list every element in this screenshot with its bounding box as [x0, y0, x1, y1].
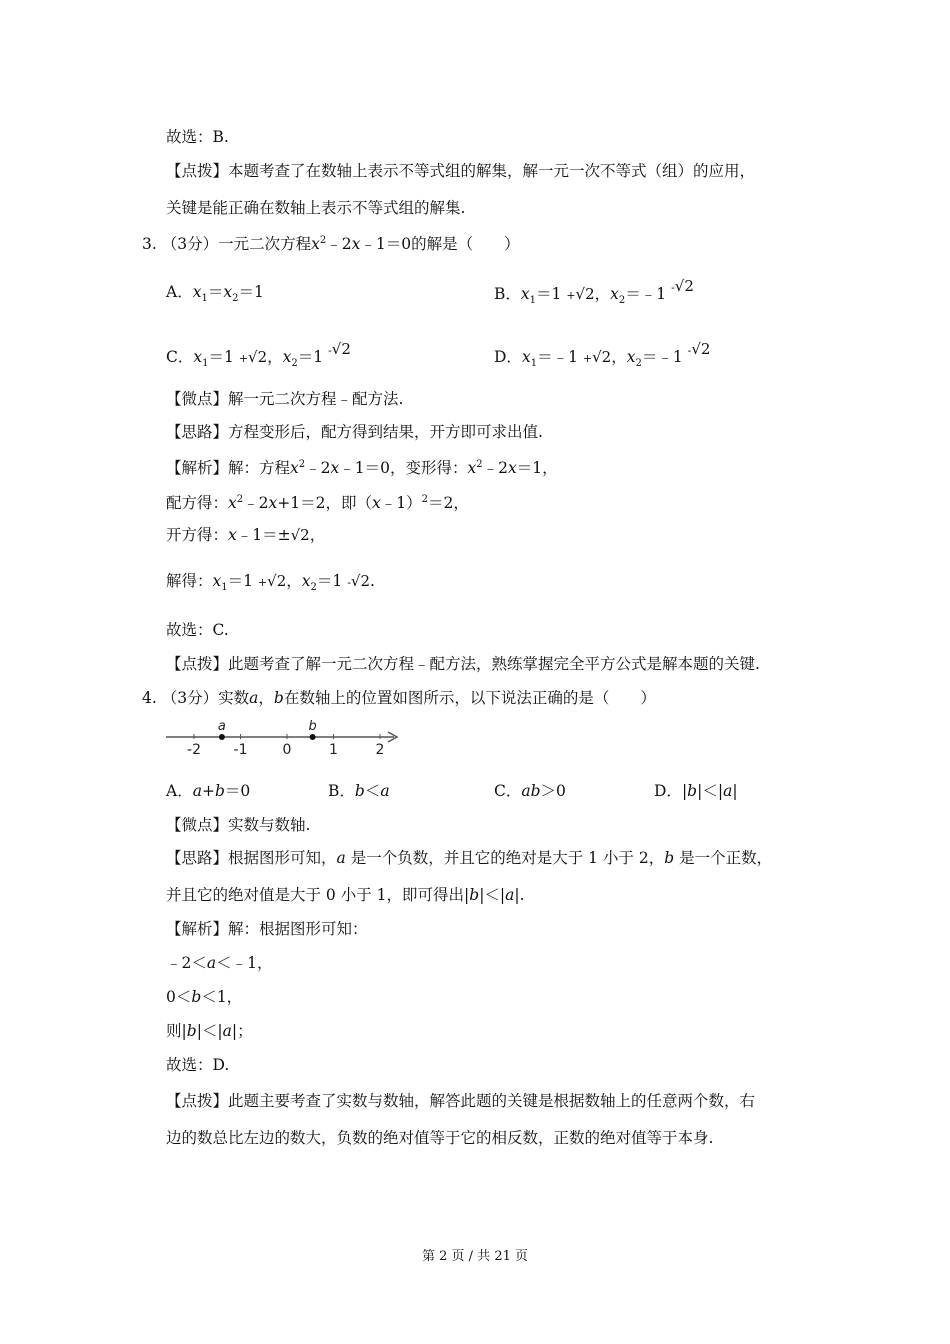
dianbo-line: 【点拨】本题考查了在数轴上表示不等式组的解集，解一元一次不等式（组）的应用， — [166, 162, 756, 180]
point-b-dot — [310, 734, 316, 740]
q4-jiexi: 【解析】解：根据图形可知： — [166, 920, 368, 938]
q4-dianbo-2: 边的数总比左边的数大，负数的绝对值等于它的相反数，正数的绝对值等于本身. — [166, 1129, 714, 1147]
q4-ineq-2: 0＜b＜1， — [166, 988, 243, 1006]
q4-ineq-1: ﹣2＜a＜﹣1， — [166, 954, 273, 972]
q4-option-d: D．|b|＜|a| — [654, 782, 738, 800]
q4-answer: 故选：D. — [166, 1056, 230, 1074]
q3-silu: 【思路】方程变形后，配方得到结果，开方即可求出值. — [166, 423, 543, 441]
number-line-tick-label: 1 — [329, 742, 338, 757]
q3-jiexi: 【解析】解：方程$x^2﹣2x﹣1=0$，变形得：$x^2﹣2x=1$， — [166, 459, 558, 478]
q4-option-c: C．ab＞0 — [494, 782, 566, 800]
q3-option-a: A．$x_1=x_2=1$ — [166, 283, 264, 305]
number-line-tick-label: -2 — [187, 742, 201, 757]
q3-dianbo: 【点拨】此题考查了解一元二次方程﹣配方法，熟练掌握完全平方公式是解本题的关键. — [166, 655, 760, 673]
point-a-label: a — [217, 719, 226, 734]
answer-line: 故选：B. — [166, 128, 229, 146]
number-line-figure — [166, 713, 406, 757]
q4-silu-2: 并且它的绝对值是大于 0 小于 1，即可得出|b|＜|a|. — [166, 886, 525, 904]
number-line-tick-label: -1 — [233, 742, 248, 757]
number-line-tick-label: 2 — [375, 742, 385, 757]
q4-silu-1: 【思路】根据图形可知，a 是一个负数，并且它的绝对是大于 1 小于 2，b 是一个正数， — [166, 849, 773, 867]
q3-weidian: 【微点】解一元二次方程﹣配方法. — [166, 390, 404, 408]
q3-option-d: D．$x_1=﹣1 +√2$，$x_2=﹣1$ -√2 — [494, 340, 711, 370]
q4-ze: 则|b|＜|a|； — [166, 1022, 253, 1040]
q4-weidian: 【微点】实数与数轴. — [166, 816, 311, 834]
q4-option-b: B．b＜a — [328, 782, 390, 800]
q4-dianbo-1: 【点拨】此题主要考查了实数与数轴，解答此题的关键是根据数轴上的任意两个数，右 — [166, 1092, 756, 1110]
dianbo-line-2: 关键是能正确在数轴上表示不等式组的解集. — [166, 199, 466, 217]
question-3-stem: 3. （3分）一元二次方程$x^2﹣2x﹣1=0$的解是（ ） — [142, 235, 520, 254]
q3-kaifang: 开方得：x﹣1＝±√2， — [166, 526, 326, 544]
q4-option-a: A．a+b＝0 — [166, 782, 251, 800]
q3-answer: 故选：C. — [166, 621, 229, 639]
question-4-stem: 4. （3分）实数a，b在数轴上的位置如图所示，以下说法正确的是（ ） — [142, 689, 656, 707]
q3-jiede: 解得：$x_1=1 +√2$，$x_2=1$ -√2. — [166, 572, 375, 594]
q3-option-c: C．$x_1=1 +√2$，$x_2=1$ -√2 — [166, 340, 351, 370]
q3-peifang: 配方得：$x^2﹣2x+1=2$，即（x﹣1）$^2$＝2， — [166, 494, 469, 513]
point-a-dot — [219, 734, 225, 740]
number-line-tick-label: 0 — [282, 742, 292, 757]
page-footer: 第 2 页 / 共 21 页 — [422, 1249, 528, 1264]
point-b-label: b — [308, 719, 317, 734]
q3-option-b: B．$x_1=1 +√2$，$x_2=﹣1$ -√2 — [494, 277, 694, 307]
